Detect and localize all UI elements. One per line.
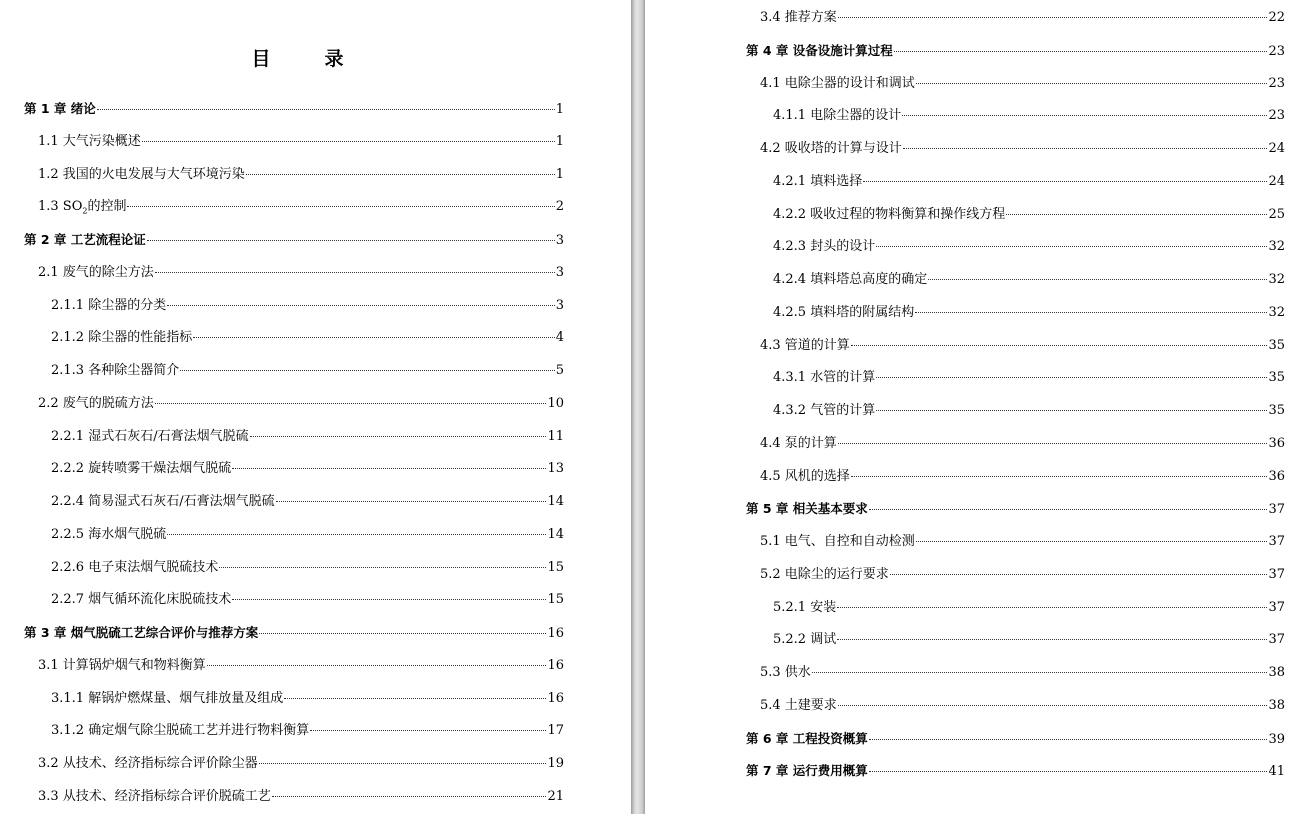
toc-entry[interactable] bbox=[746, 500, 1285, 518]
toc-page-number: 10 bbox=[547, 395, 564, 411]
toc-entry-label: 4.2.5 填料塔的附属结构 bbox=[773, 304, 915, 320]
toc-page-number: 32 bbox=[1268, 239, 1285, 255]
toc-page-number: 21 bbox=[547, 788, 564, 804]
toc-entry[interactable] bbox=[773, 599, 1285, 617]
toc-dot-leader bbox=[903, 148, 1268, 149]
page-gutter bbox=[631, 0, 645, 814]
toc-page-number: 13 bbox=[547, 461, 564, 477]
toc-dot-leader bbox=[838, 443, 1268, 444]
toc-entry[interactable] bbox=[51, 493, 564, 511]
toc-entry[interactable] bbox=[24, 624, 564, 642]
toc-dot-leader bbox=[167, 305, 555, 306]
toc-entry[interactable] bbox=[746, 762, 1285, 780]
toc-entry-label: 2.2 废气的脱硫方法 bbox=[38, 395, 154, 411]
toc-entry-label: 2.1 废气的除尘方法 bbox=[38, 264, 154, 280]
title-char-2: 录 bbox=[324, 48, 344, 70]
toc-dot-leader bbox=[838, 705, 1268, 706]
toc-dot-leader bbox=[916, 83, 1268, 84]
toc-entry[interactable] bbox=[773, 369, 1285, 387]
toc-entry-label: 5.3 供水 bbox=[760, 665, 811, 680]
toc-page-number: 1 bbox=[555, 166, 564, 182]
toc-page-number: 3 bbox=[555, 264, 564, 280]
toc-dot-leader bbox=[915, 312, 1267, 313]
toc-page-number: 35 bbox=[1268, 337, 1285, 353]
toc-page-number: 14 bbox=[547, 526, 564, 542]
toc-entry[interactable] bbox=[38, 657, 564, 675]
toc-dot-leader bbox=[812, 672, 1268, 673]
toc-entry-label: 4.3 管道的计算 bbox=[760, 337, 850, 353]
toc-dot-leader bbox=[155, 272, 555, 273]
toc-page-number: 25 bbox=[1268, 206, 1285, 222]
toc-dot-leader bbox=[837, 639, 1267, 640]
toc-entry[interactable] bbox=[38, 198, 564, 216]
toc-page-number: 2 bbox=[555, 199, 564, 215]
toc-entry[interactable] bbox=[760, 468, 1285, 486]
toc-entry-label: 第 4 章 设备设施计算过程 bbox=[746, 42, 893, 58]
toc-dot-leader bbox=[207, 665, 547, 666]
toc-entry[interactable] bbox=[760, 697, 1285, 715]
toc-page-right bbox=[645, 0, 1298, 814]
toc-entry-label: 5.2.1 安装 bbox=[773, 599, 837, 615]
toc-entry-label: 4.3.2 气管的计算 bbox=[773, 403, 876, 418]
toc-entry[interactable] bbox=[760, 75, 1285, 93]
toc-page-number: 16 bbox=[547, 626, 564, 641]
toc-dot-leader bbox=[876, 410, 1267, 411]
toc-entry-label: 3.2 从技术、经济指标综合评价除尘器 bbox=[38, 756, 258, 771]
toc-page-number: 14 bbox=[547, 494, 564, 509]
toc-entry[interactable] bbox=[746, 730, 1285, 748]
toc-entry-label: 1.1 大气污染概述 bbox=[38, 133, 141, 149]
toc-entry-label: 第 3 章 烟气脱硫工艺综合评价与推荐方案 bbox=[24, 625, 259, 640]
toc-entry[interactable] bbox=[773, 631, 1285, 649]
toc-dot-leader bbox=[838, 17, 1268, 18]
toc-page-number: 37 bbox=[1268, 534, 1285, 549]
toc-page-number: 36 bbox=[1268, 435, 1285, 451]
toc-entry-label: 第 1 章 绪论 bbox=[24, 101, 96, 116]
toc-entry[interactable] bbox=[51, 329, 564, 347]
toc-entry-label: 2.1.3 各种除尘器简介 bbox=[51, 363, 180, 378]
toc-page-number: 37 bbox=[1268, 502, 1285, 518]
toc-entry-label: 3.4 推荐方案 bbox=[760, 10, 837, 25]
toc-entry[interactable] bbox=[24, 231, 564, 249]
toc-entry[interactable] bbox=[773, 238, 1285, 256]
toc-dot-leader bbox=[232, 599, 546, 600]
toc-entry-label: 2.1.2 除尘器的性能指标 bbox=[51, 330, 193, 346]
toc-page-number: 1 bbox=[555, 102, 564, 117]
toc-dot-leader bbox=[869, 739, 1268, 740]
toc-dot-leader bbox=[1006, 214, 1267, 215]
toc-page-number: 17 bbox=[547, 723, 564, 739]
toc-dot-leader bbox=[272, 796, 547, 797]
toc-entry[interactable] bbox=[51, 526, 564, 544]
toc-dot-leader bbox=[863, 181, 1267, 182]
toc-entry[interactable] bbox=[38, 755, 564, 773]
toc-page-number: 3 bbox=[555, 233, 564, 248]
toc-entry-label: 2.1.1 除尘器的分类 bbox=[51, 297, 167, 313]
toc-dot-leader bbox=[876, 246, 1267, 247]
toc-entry-label: 5.1 电气、自控和自动检测 bbox=[760, 534, 915, 549]
toc-entry-label: 4.3.1 水管的计算 bbox=[773, 370, 876, 386]
toc-page-number: 4 bbox=[555, 330, 564, 346]
toc-entry[interactable] bbox=[51, 460, 564, 478]
toc-dot-leader bbox=[142, 141, 555, 142]
toc-entry-label: 2.2.5 海水烟气脱硫 bbox=[51, 526, 167, 542]
toc-dot-leader bbox=[869, 509, 1268, 510]
toc-page-number: 32 bbox=[1268, 272, 1285, 287]
toc-page-number: 36 bbox=[1268, 468, 1285, 484]
toc-dot-leader bbox=[97, 109, 555, 110]
toc-entry-label: 3.1.1 解锅炉燃煤量、烟气排放量及组成 bbox=[51, 690, 284, 706]
toc-entry-label: 第 2 章 工艺流程论证 bbox=[24, 232, 146, 247]
toc-dot-leader bbox=[876, 377, 1267, 378]
toc-page-number: 5 bbox=[555, 363, 564, 378]
toc-dot-leader bbox=[127, 206, 554, 207]
toc-entry-label: 4.5 风机的选择 bbox=[760, 468, 850, 484]
toc-entry[interactable] bbox=[51, 690, 564, 708]
toc-page-number: 23 bbox=[1268, 43, 1285, 59]
toc-entry[interactable] bbox=[760, 337, 1285, 355]
toc-page-number: 32 bbox=[1268, 304, 1285, 320]
toc-entry-label: 4.1 电除尘器的设计和调试 bbox=[760, 75, 915, 91]
toc-entry[interactable] bbox=[760, 9, 1285, 27]
toc-dot-leader bbox=[837, 607, 1267, 608]
toc-page-number: 23 bbox=[1268, 108, 1285, 124]
toc-entry[interactable] bbox=[38, 395, 564, 413]
toc-dot-leader bbox=[259, 633, 546, 634]
toc-dot-leader bbox=[276, 501, 547, 502]
toc-entry-label: 3.3 从技术、经济指标综合评价脱硫工艺 bbox=[38, 788, 271, 804]
toc-entry-label: 4.4 泵的计算 bbox=[760, 435, 837, 451]
toc-entry[interactable] bbox=[773, 107, 1285, 125]
toc-dot-leader bbox=[147, 240, 555, 241]
toc-entry[interactable] bbox=[51, 591, 564, 609]
toc-entry[interactable] bbox=[51, 297, 564, 315]
toc-entry-label: 第 5 章 相关基本要求 bbox=[746, 501, 868, 517]
toc-page-number: 35 bbox=[1268, 403, 1285, 418]
toc-entry[interactable] bbox=[38, 133, 564, 151]
toc-page-number: 22 bbox=[1268, 10, 1285, 25]
toc-entry-label: 第 6 章 工程投资概算 bbox=[746, 730, 868, 746]
toc-dot-leader bbox=[310, 730, 546, 731]
toc-page-number: 11 bbox=[547, 428, 564, 444]
toc-page-number: 37 bbox=[1268, 566, 1285, 582]
toc-page-number: 38 bbox=[1268, 697, 1285, 713]
toc-entry-label: 5.2 电除尘的运行要求 bbox=[760, 566, 889, 582]
toc-dot-leader bbox=[902, 115, 1267, 116]
toc-dot-leader bbox=[928, 279, 1267, 280]
toc-page-number: 19 bbox=[547, 756, 564, 771]
toc-dot-leader bbox=[155, 403, 547, 404]
toc-entry-label: 第 7 章 运行费用概算 bbox=[746, 763, 868, 779]
toc-entry-label: 3.1.2 确定烟气除尘脱硫工艺并进行物料衡算 bbox=[51, 723, 310, 739]
toc-dot-leader bbox=[869, 771, 1268, 772]
toc-entry-label: 5.4 土建要求 bbox=[760, 697, 837, 713]
toc-entry[interactable] bbox=[773, 402, 1285, 420]
toc-entry-label: 2.2.2 旋转喷雾干燥法烟气脱硫 bbox=[51, 461, 232, 477]
toc-entry[interactable] bbox=[760, 140, 1285, 158]
toc-entry[interactable] bbox=[746, 42, 1285, 60]
toc-page-number: 1 bbox=[555, 133, 564, 149]
toc-entry[interactable] bbox=[760, 566, 1285, 584]
toc-dot-leader bbox=[193, 337, 555, 338]
toc-entry[interactable] bbox=[773, 206, 1285, 224]
toc-dot-leader bbox=[851, 476, 1268, 477]
toc-entry-label: 1.3 $SO_2$的控制 bbox=[38, 199, 127, 216]
toc-entry[interactable] bbox=[51, 428, 564, 446]
toc-page-number: 16 bbox=[547, 657, 564, 673]
toc-entry[interactable] bbox=[38, 788, 564, 806]
toc-entry[interactable] bbox=[760, 664, 1285, 682]
toc-entry-label: 4.2.3 封头的设计 bbox=[773, 239, 876, 255]
toc-page-number: 3 bbox=[555, 297, 564, 313]
toc-entry-label: 3.1 计算锅炉烟气和物料衡算 bbox=[38, 657, 206, 673]
toc-dot-leader bbox=[890, 574, 1268, 575]
toc-page-number: 24 bbox=[1268, 141, 1285, 156]
toc-entry[interactable] bbox=[773, 271, 1285, 289]
toc-entry-label: 5.2.2 调试 bbox=[773, 632, 837, 648]
toc-entry-label: 1.2 我国的火电发展与大气环境污染 bbox=[38, 166, 245, 182]
toc-page-number: 15 bbox=[547, 559, 564, 575]
toc-dot-leader bbox=[232, 468, 546, 469]
toc-entry-label: 4.2.4 填料塔总高度的确定 bbox=[773, 272, 928, 287]
toc-entry[interactable] bbox=[24, 100, 564, 118]
toc-page-number: 23 bbox=[1268, 75, 1285, 91]
toc-page-number: 16 bbox=[547, 690, 564, 706]
toc-page-number: 37 bbox=[1268, 599, 1285, 615]
toc-entry[interactable] bbox=[38, 264, 564, 282]
toc-page-left bbox=[0, 0, 631, 814]
toc-entry-label: 2.2.7 烟气循环流化床脱硫技术 bbox=[51, 592, 232, 608]
toc-dot-leader bbox=[250, 436, 547, 437]
toc-entry-label: 4.2.2 吸收过程的物料衡算和操作线方程 bbox=[773, 206, 1006, 222]
toc-dot-leader bbox=[851, 345, 1268, 346]
toc-entry-label: 2.2.1 湿式石灰石/石膏法烟气脱硫 bbox=[51, 428, 249, 444]
toc-page-number: 24 bbox=[1268, 173, 1285, 189]
toc-entry[interactable] bbox=[51, 362, 564, 380]
toc-entry[interactable] bbox=[760, 533, 1285, 551]
title-char-1: 目 bbox=[251, 48, 271, 70]
toc-dot-leader bbox=[167, 534, 546, 535]
toc-entry[interactable] bbox=[773, 173, 1285, 191]
toc-dot-leader bbox=[246, 174, 555, 175]
toc-page-number: 39 bbox=[1268, 731, 1285, 747]
toc-page-number: 35 bbox=[1268, 370, 1285, 386]
toc-dot-leader bbox=[284, 698, 546, 699]
toc-dot-leader bbox=[219, 567, 546, 568]
toc-entry[interactable] bbox=[760, 435, 1285, 453]
toc-dot-leader bbox=[894, 51, 1268, 52]
toc-dot-leader bbox=[259, 763, 547, 764]
toc-entry-label: 4.2 吸收塔的计算与设计 bbox=[760, 141, 902, 156]
toc-entry[interactable] bbox=[51, 559, 564, 577]
toc-entry-label: 2.2.6 电子束法烟气脱硫技术 bbox=[51, 559, 219, 575]
toc-entry-label: 4.1.1 电除尘器的设计 bbox=[773, 108, 902, 124]
toc-dot-leader bbox=[916, 541, 1268, 542]
toc-page-number: 15 bbox=[547, 592, 564, 608]
toc-page-number: 37 bbox=[1268, 632, 1285, 648]
toc-entry[interactable] bbox=[773, 304, 1285, 322]
toc-entry[interactable] bbox=[51, 722, 564, 740]
toc-page-number: 41 bbox=[1268, 764, 1285, 780]
page-title bbox=[0, 44, 595, 71]
toc-entry-label: 4.2.1 填料选择 bbox=[773, 173, 863, 189]
toc-page-number: 38 bbox=[1268, 665, 1285, 680]
toc-entry-label: 2.2.4 简易湿式石灰石/石膏法烟气脱硫 bbox=[51, 494, 275, 509]
toc-entry[interactable] bbox=[38, 166, 564, 184]
toc-dot-leader bbox=[180, 370, 555, 371]
